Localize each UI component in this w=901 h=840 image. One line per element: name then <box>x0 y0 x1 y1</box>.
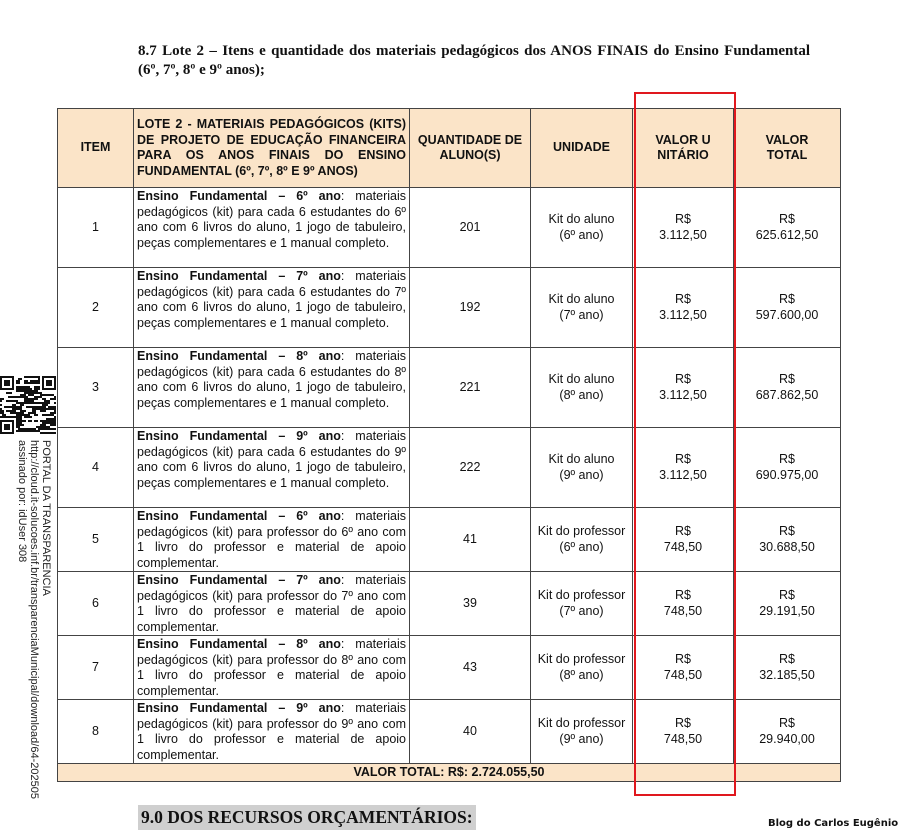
table-row <box>58 636 841 700</box>
unit-value-currency: R$ <box>675 716 691 730</box>
cell-unit-value <box>633 188 734 268</box>
quantity-value: 41 <box>463 531 477 546</box>
total-currency: R$ <box>779 452 795 466</box>
cell-item <box>58 188 134 268</box>
item-number: 2 <box>92 299 99 314</box>
unit-line-2: (9º ano) <box>559 731 604 746</box>
lot-2-table <box>57 108 841 782</box>
item-number: 5 <box>92 531 99 546</box>
unit-line-1: Kit do aluno <box>548 372 615 386</box>
cell-quantity <box>410 268 531 348</box>
total-currency: R$ <box>779 652 795 666</box>
total-value: VALOR TOTAL: R$: 2.724.055,50 <box>58 764 841 782</box>
total-amount: 29.940,00 <box>759 731 815 746</box>
unit-line-2: (8º ano) <box>559 667 604 682</box>
unit-line-1: Kit do aluno <box>548 212 615 226</box>
unit-value-amount: 3.112,50 <box>659 307 707 322</box>
cell-unit <box>531 428 633 508</box>
total-amount: 32.185,50 <box>759 667 815 682</box>
description-bold: Ensino Fundamental – 9º ano <box>137 429 341 443</box>
unit-value-currency: R$ <box>675 212 691 226</box>
total-amount: 690.975,00 <box>755 467 819 482</box>
unit-line-1: Kit do aluno <box>548 452 615 466</box>
unit-line-1: Kit do professor <box>537 716 626 730</box>
unit-line-2: (6º ano) <box>559 539 604 554</box>
unit-value-currency: R$ <box>675 372 691 386</box>
item-number: 4 <box>92 459 99 474</box>
header-unit-value: VALOR UNITÁRIO <box>633 109 734 188</box>
cell-unit <box>531 700 633 764</box>
next-section-heading: 9.0 DOS RECURSOS ORÇAMENTÁRIOS: <box>138 805 476 830</box>
cell-item <box>58 268 134 348</box>
cell-total-value <box>734 348 841 428</box>
total-amount: 625.612,50 <box>755 227 819 242</box>
cell-description <box>134 700 410 764</box>
quantity-value: 221 <box>459 379 481 394</box>
cell-unit-value <box>633 508 734 572</box>
unit-line-2: (7º ano) <box>559 307 604 322</box>
cell-unit <box>531 572 633 636</box>
unit-value-amount: 748,50 <box>663 539 703 554</box>
cell-description <box>134 428 410 508</box>
unit-value-amount: 3.112,50 <box>659 387 707 402</box>
unit-line-1: Kit do aluno <box>548 292 615 306</box>
cell-item <box>58 508 134 572</box>
cell-item <box>58 428 134 508</box>
item-number: 6 <box>92 595 99 610</box>
item-number: 8 <box>92 723 99 738</box>
cell-item <box>58 700 134 764</box>
total-currency: R$ <box>779 524 795 538</box>
sidebar-line-3: assinado por: idUser 308 <box>16 440 28 563</box>
unit-line-2: (7º ano) <box>559 603 604 618</box>
description-text: : materiais pedagógicos (kit) para professor do 6º ano com 1 livro do professor e material de apoio complementar. <box>137 509 406 570</box>
cell-description <box>134 268 410 348</box>
description-bold: Ensino Fundamental – 9º ano <box>137 701 341 715</box>
cell-unit <box>531 188 633 268</box>
cell-unit <box>531 268 633 348</box>
cell-total-value <box>734 700 841 764</box>
unit-value-currency: R$ <box>675 588 691 602</box>
unit-line-2: (6º ano) <box>559 227 604 242</box>
quantity-value: 192 <box>459 299 481 314</box>
unit-value-amount: 3.112,50 <box>659 227 707 242</box>
header-quantity: QUANTIDADE DE ALUNO(S) <box>410 109 531 188</box>
cell-unit-value <box>633 636 734 700</box>
quantity-value: 40 <box>463 723 477 738</box>
cell-total-value <box>734 428 841 508</box>
cell-unit-value <box>633 348 734 428</box>
table-header-row <box>58 109 841 188</box>
table-row <box>58 268 841 348</box>
total-currency: R$ <box>779 212 795 226</box>
cell-unit <box>531 508 633 572</box>
description-text: : materiais pedagógicos (kit) para professor do 9º ano com 1 livro do professor e material de apoio complementar. <box>137 701 406 762</box>
table-row <box>58 572 841 636</box>
total-row <box>58 764 841 782</box>
unit-line-2: (8º ano) <box>559 387 604 402</box>
sidebar-text <box>16 440 52 799</box>
description-bold: Ensino Fundamental – 7º ano <box>137 573 341 587</box>
table-row <box>58 348 841 428</box>
unit-value-amount: 748,50 <box>663 731 703 746</box>
description-bold: Ensino Fundamental – 6º ano <box>137 189 341 203</box>
description-text: : materiais pedagógicos (kit) para professor do 8º ano com 1 livro do professor e material de apoio complementar. <box>137 637 406 698</box>
cell-quantity <box>410 188 531 268</box>
cell-item <box>58 636 134 700</box>
total-amount: 30.688,50 <box>759 539 815 554</box>
description-bold: Ensino Fundamental – 6º ano <box>137 509 341 523</box>
item-number: 7 <box>92 659 99 674</box>
item-number: 3 <box>92 379 99 394</box>
quantity-value: 201 <box>459 219 481 234</box>
cell-unit-value <box>633 268 734 348</box>
quantity-value: 39 <box>463 595 477 610</box>
description-bold: Ensino Fundamental – 8º ano <box>137 637 341 651</box>
unit-value-amount: 3.112,50 <box>659 467 707 482</box>
total-amount: 687.862,50 <box>755 387 819 402</box>
table-row <box>58 428 841 508</box>
unit-line-1: Kit do professor <box>537 524 626 538</box>
cell-description <box>134 188 410 268</box>
cell-quantity <box>410 700 531 764</box>
cell-unit-value <box>633 700 734 764</box>
cell-total-value <box>734 188 841 268</box>
description-text: : materiais pedagógicos (kit) para cada 6 estudantes do 6º ano com 6 livros do aluno, 1 jogo de tabuleiro, peças complementares e 1 manual completo. <box>137 189 406 250</box>
unit-value-amount: 748,50 <box>663 603 703 618</box>
blog-watermark: Blog do Carlos Eugênio <box>768 818 899 829</box>
quantity-value: 43 <box>463 659 477 674</box>
header-total-value: VALOR TOTAL <box>734 109 841 188</box>
cell-description <box>134 348 410 428</box>
cell-description <box>134 508 410 572</box>
unit-line-1: Kit do professor <box>537 588 626 602</box>
cell-description <box>134 636 410 700</box>
transparency-sidebar <box>0 440 50 840</box>
total-currency: R$ <box>779 372 795 386</box>
table-row <box>58 188 841 268</box>
unit-line-1: Kit do professor <box>537 652 626 666</box>
cell-unit <box>531 348 633 428</box>
table-row <box>58 700 841 764</box>
unit-value-currency: R$ <box>675 452 691 466</box>
sidebar-line-1: PORTAL DA TRANSPARENCIA <box>40 440 52 596</box>
total-currency: R$ <box>779 292 795 306</box>
description-bold: Ensino Fundamental – 7º ano <box>137 269 341 283</box>
cell-unit-value <box>633 428 734 508</box>
unit-line-2: (9º ano) <box>559 467 604 482</box>
cell-total-value <box>734 508 841 572</box>
table-row <box>58 508 841 572</box>
description-text: : materiais pedagógicos (kit) para cada 6 estudantes do 9º ano com 6 livros do aluno, 1 jogo de tabuleiro, peças complementares e 1 manual completo. <box>137 429 406 490</box>
cell-total-value <box>734 268 841 348</box>
cell-total-value <box>734 636 841 700</box>
total-currency: R$ <box>779 588 795 602</box>
total-amount: 597.600,00 <box>755 307 819 322</box>
header-item: ITEM <box>58 109 134 188</box>
cell-total-value <box>734 572 841 636</box>
unit-value-currency: R$ <box>675 292 691 306</box>
cell-item <box>58 572 134 636</box>
qr-code <box>0 376 56 434</box>
description-text: : materiais pedagógicos (kit) para professor do 7º ano com 1 livro do professor e material de apoio complementar. <box>137 573 406 634</box>
cell-item <box>58 348 134 428</box>
unit-value-currency: R$ <box>675 524 691 538</box>
cell-unit-value <box>633 572 734 636</box>
item-number: 1 <box>92 219 99 234</box>
cell-quantity <box>410 636 531 700</box>
total-amount: 29.191,50 <box>759 603 815 618</box>
total-currency: R$ <box>779 716 795 730</box>
description-text: : materiais pedagógicos (kit) para cada 6 estudantes do 8º ano com 6 livros do aluno, 1 jogo de tabuleiro, peças complementares e 1 manual completo. <box>137 349 406 410</box>
cell-quantity <box>410 572 531 636</box>
description-bold: Ensino Fundamental – 8º ano <box>137 349 341 363</box>
header-description: LOTE 2 - MATERIAIS PEDAGÓGICOS (KITS) DE PROJETO DE EDUCAÇÃO FINANCEIRA PARA OS ANOS FINAIS DO ENSINO FUNDAMENTAL (6º, 7º, 8º E 9º ANOS) <box>134 109 410 188</box>
sidebar-line-2: http://cloud.it-solucoes.inf.br/transparenciaMunicipal/download/64-202505 <box>28 440 40 799</box>
quantity-value: 222 <box>459 459 481 474</box>
unit-value-amount: 748,50 <box>663 667 703 682</box>
cell-description <box>134 572 410 636</box>
cell-unit <box>531 636 633 700</box>
cell-quantity <box>410 508 531 572</box>
header-unit: UNIDADE <box>531 109 633 188</box>
unit-value-currency: R$ <box>675 652 691 666</box>
cell-quantity <box>410 348 531 428</box>
cell-quantity <box>410 428 531 508</box>
description-text: : materiais pedagógicos (kit) para cada 6 estudantes do 7º ano com 6 livros do aluno, 1 jogo de tabuleiro, peças complementares e 1 manual completo. <box>137 269 406 330</box>
section-heading: 8.7 Lote 2 – Itens e quantidade dos materiais pedagógicos dos ANOS FINAIS do Ensino Fundamental (6º, 7º, 8º e 9º anos); <box>138 43 810 78</box>
